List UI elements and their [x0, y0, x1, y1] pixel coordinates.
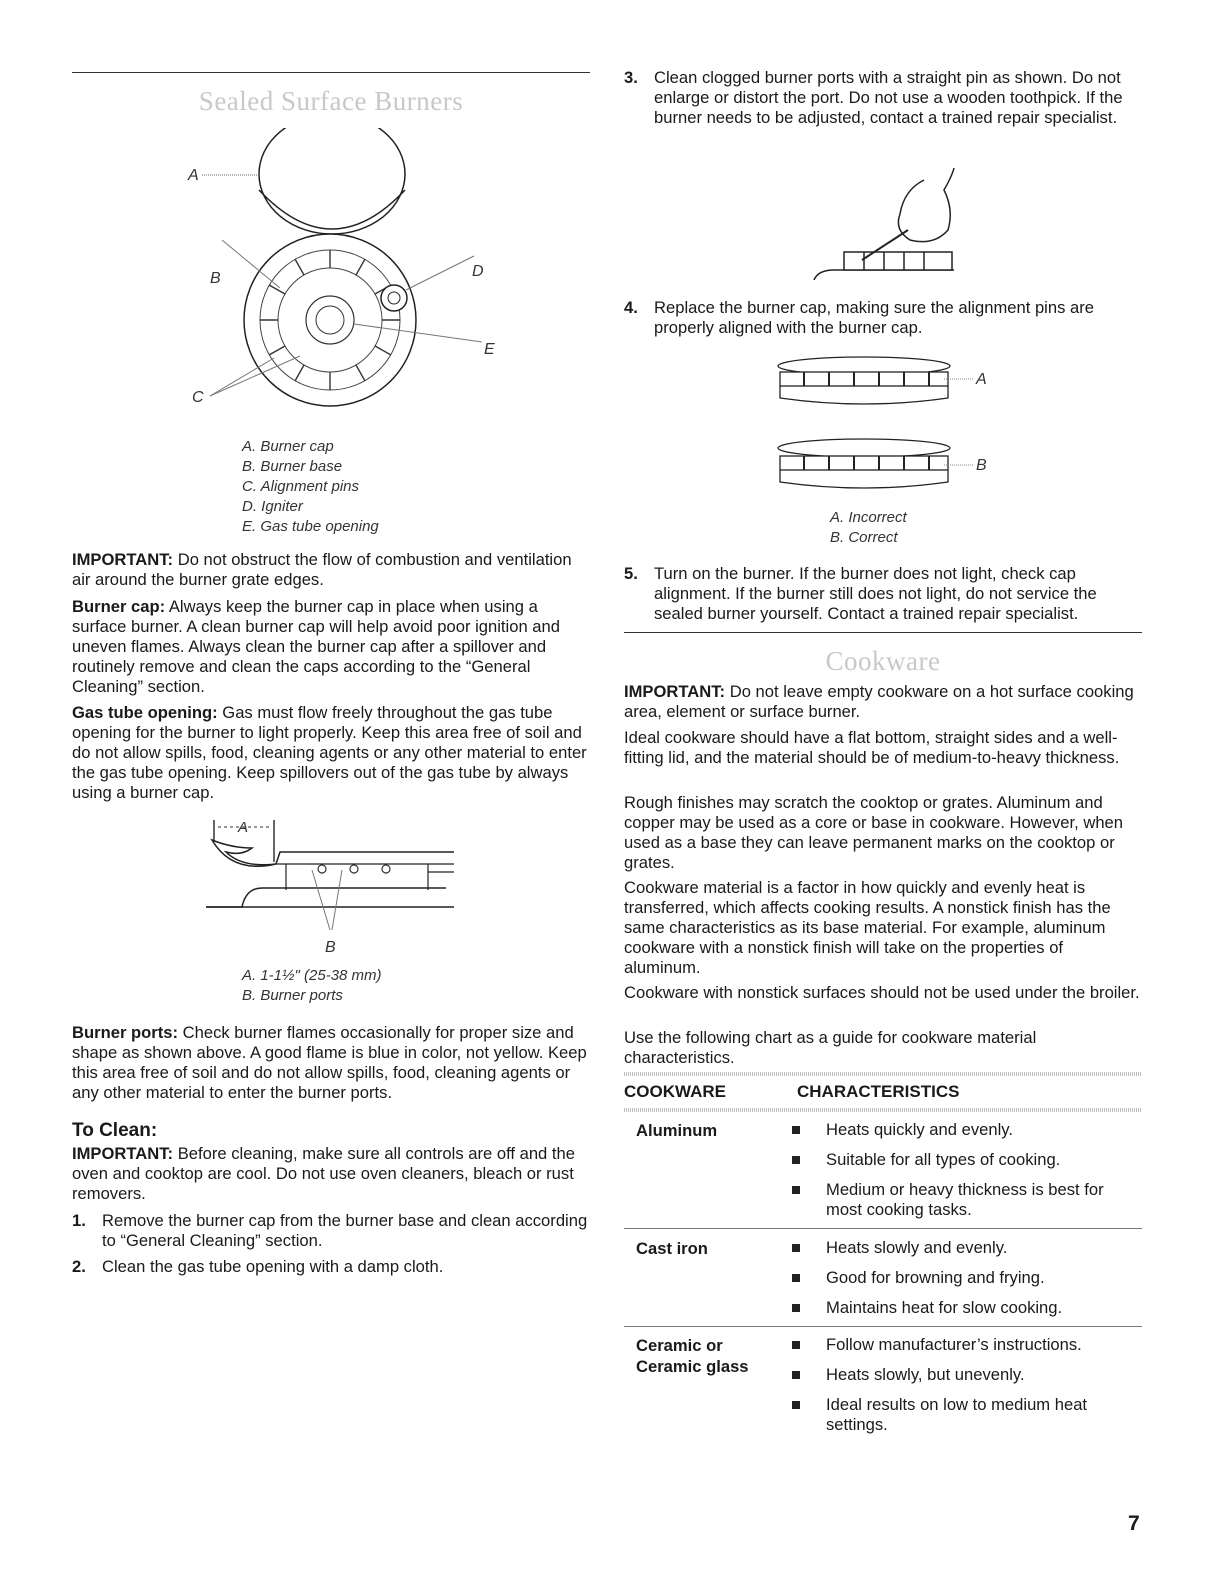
cookware-paragraph: Rough finishes may scratch the cooktop or grates. Aluminum and copper may be used as a core or base in cookware. However, when used as a base they can leave permanent marks on the cooktop or grates. — [624, 793, 1124, 872]
caption-distance: A. 1-1½" (25-38 mm) — [242, 967, 382, 984]
caption-burner-base: B. Burner base — [242, 458, 343, 475]
step-text: Turn on the burner. If the burner does not light, check cap alignment. If the burner still does not light, do not service the sealed burner yourself. Contact a trained repair specialist. — [654, 564, 1097, 623]
burner-flame-illustration — [202, 812, 462, 962]
characteristic-text: Maintains heat for slow cooking. — [826, 1298, 1063, 1317]
important-before-cleaning — [72, 1144, 590, 1204]
characteristic-text: Heats quickly and evenly. — [826, 1120, 1013, 1139]
caption-igniter: D. Igniter — [242, 498, 303, 515]
caption-gas-tube-opening: E. Gas tube opening — [242, 518, 379, 535]
step-text: Clean clogged burner ports with a straight pin as shown. Do not enlarge or distort the port. Do not use a wooden toothpick. If the burner needs to be adjusted, contact a trained repair specialist. — [654, 68, 1123, 127]
fig1-label-e: E — [484, 341, 495, 358]
burner-ports-paragraph — [72, 1023, 590, 1103]
fig1-label-c: C — [192, 389, 204, 406]
cookware-paragraph: Cookware with nonstick surfaces should not be used under the broiler. — [624, 983, 1140, 1002]
section-title-cookware: Cookware — [825, 646, 941, 676]
important2-text: Before cleaning, make sure all controls are off and the oven and cooktop are cool. Do not use oven cleaners, bleach or rust removers. — [72, 1144, 575, 1203]
fig2-label-b: B — [325, 939, 336, 956]
burner-ports-text: Check burner flames occasionally for proper size and shape as shown above. A good flame is blue in color, not yellow. Keep this area free of soil and do not allow spills, food, cleaning agents or any other material to enter the burner ports. — [72, 1023, 587, 1102]
cookware-important — [624, 682, 1142, 722]
step-text: Clean the gas tube opening with a damp cloth. — [102, 1257, 444, 1276]
step-number: 3. — [624, 68, 638, 87]
characteristic-item — [784, 1120, 1144, 1140]
characteristic-item — [784, 1238, 1144, 1258]
important-text: Do not leave empty cookware on a hot surface cooking area, element or surface burner. — [624, 682, 1134, 721]
step-number: 5. — [624, 564, 638, 583]
characteristic-text: Suitable for all types of cooking. — [826, 1150, 1061, 1169]
section-title-sealed-burners: Sealed Surface Burners — [198, 86, 464, 116]
fig2-captions — [242, 966, 382, 1006]
characteristic-text: Heats slowly, but unevenly. — [826, 1365, 1025, 1384]
cap-alignment-illustration — [774, 350, 994, 500]
step-text: Replace the burner cap, making sure the alignment pins are properly aligned with the burner cap. — [654, 298, 1094, 337]
correct-cap — [778, 439, 987, 488]
bullet-square-icon — [792, 1341, 800, 1349]
important-text: Do not obstruct the flow of combustion and ventilation air around the burner grate edges. — [72, 550, 572, 589]
bullet-square-icon — [792, 1156, 800, 1164]
fig1-label-a: A — [188, 167, 199, 184]
material-name: Aluminum — [636, 1121, 718, 1140]
bullet-square-icon — [792, 1274, 800, 1282]
step-number: 1. — [72, 1211, 86, 1230]
material-name: Cast iron — [636, 1239, 708, 1258]
step-5 — [624, 564, 1142, 624]
cookware-paragraph: Ideal cookware should have a flat bottom, straight sides and a well-fitting lid, and the material should be of medium-to-heavy thickness. — [624, 728, 1120, 767]
step-number: 2. — [72, 1257, 86, 1276]
section-rule — [624, 632, 1142, 633]
bullet-square-icon — [792, 1126, 800, 1134]
table-header-cookware: COOKWARE — [624, 1082, 726, 1101]
material-name: Ceramic or Ceramic glass — [636, 1336, 749, 1376]
table-row-divider — [624, 1326, 1142, 1327]
step-number: 4. — [624, 298, 638, 317]
bullet-square-icon — [792, 1401, 800, 1409]
burner-cap-paragraph — [72, 597, 590, 697]
bullet-square-icon — [792, 1186, 800, 1194]
caption-burner-cap: A. Burner cap — [242, 438, 334, 455]
table-row-divider — [624, 1228, 1142, 1229]
burner-cap-text: Always keep the burner cap in place when using a surface burner. A clean burner cap will help avoid poor ignition and uneven flames. Always clean the burner cap after a spillover and routinely remove and clean the caps according to the “General Cleaning” section. — [72, 597, 560, 696]
characteristic-text: Heats slowly and evenly. — [826, 1238, 1008, 1257]
cookware-paragraph: Cookware material is a factor in how quickly and evenly heat is transferred, which affects cooking results. A nonstick finish has the same characteristics as its base material. For example, aluminum cookware with a nonstick finish will take on the properties of aluminum. — [624, 878, 1111, 977]
fig1-label-d: D — [472, 263, 484, 280]
step-1 — [72, 1211, 590, 1251]
characteristic-item — [784, 1180, 1144, 1220]
cookware-paragraph: Use the following chart as a guide for cookware material characteristics. — [624, 1028, 1037, 1067]
bullet-square-icon — [792, 1244, 800, 1252]
burner-assembly-illustration — [182, 128, 502, 428]
step-2 — [72, 1257, 590, 1277]
characteristic-text: Medium or heavy thickness is best for most cooking tasks. — [826, 1180, 1104, 1219]
bullet-square-icon — [792, 1304, 800, 1312]
characteristic-text: Follow manufacturer’s instructions. — [826, 1335, 1082, 1354]
fig3-label-b: B — [976, 457, 987, 474]
step-4 — [624, 298, 1142, 338]
gas-tube-label: Gas tube opening: — [72, 703, 218, 722]
caption-alignment-pins: C. Alignment pins — [242, 478, 359, 495]
step-text: Remove the burner cap from the burner base and clean according to “General Cleaning” section. — [102, 1211, 588, 1250]
burner-ports-label: Burner ports: — [72, 1023, 179, 1042]
important-label: IMPORTANT: — [624, 682, 726, 701]
characteristic-item — [784, 1268, 1144, 1288]
gas-tube-paragraph — [72, 703, 590, 803]
table-header-characteristics: CHARACTERISTICS — [797, 1082, 960, 1101]
important-note — [72, 550, 590, 590]
characteristic-text: Good for browning and frying. — [826, 1268, 1045, 1287]
incorrect-cap — [778, 357, 987, 404]
important-label: IMPORTANT: — [72, 550, 174, 569]
to-clean-heading: To Clean: — [72, 1120, 158, 1141]
caption-burner-ports: B. Burner ports — [242, 987, 343, 1004]
characteristic-text: Ideal results on low to medium heat settings. — [826, 1395, 1088, 1434]
fig2-label-a: A — [238, 819, 249, 836]
fig3-captions — [830, 508, 907, 548]
burner-cap-label: Burner cap: — [72, 597, 166, 616]
important2-label: IMPORTANT: — [72, 1144, 174, 1163]
gas-tube-text: Gas must flow freely throughout the gas tube opening for the burner to light properly. Keep this area free of soil and do not allow spills, food, cleaning agents or any other material to enter the gas tube opening. Keep spillovers out of the gas tube by always using a burner cap. — [72, 703, 587, 802]
table-header-border — [624, 1108, 1142, 1112]
caption-correct: B. Correct — [830, 529, 898, 546]
bullet-square-icon — [792, 1371, 800, 1379]
fig1-captions — [242, 437, 379, 537]
step-3 — [624, 68, 1142, 128]
fig1-label-b: B — [210, 270, 221, 287]
characteristic-item — [784, 1298, 1144, 1318]
straight-pin-illustration — [804, 160, 964, 285]
section-rule — [72, 72, 590, 73]
characteristic-item — [784, 1365, 1144, 1385]
characteristic-item — [784, 1335, 1144, 1355]
table-top-border — [624, 1072, 1142, 1076]
page-number: 7 — [1128, 1512, 1140, 1535]
fig3-label-a: A — [976, 371, 987, 388]
caption-incorrect: A. Incorrect — [830, 509, 907, 526]
characteristic-item — [784, 1395, 1144, 1435]
characteristic-item — [784, 1150, 1144, 1170]
